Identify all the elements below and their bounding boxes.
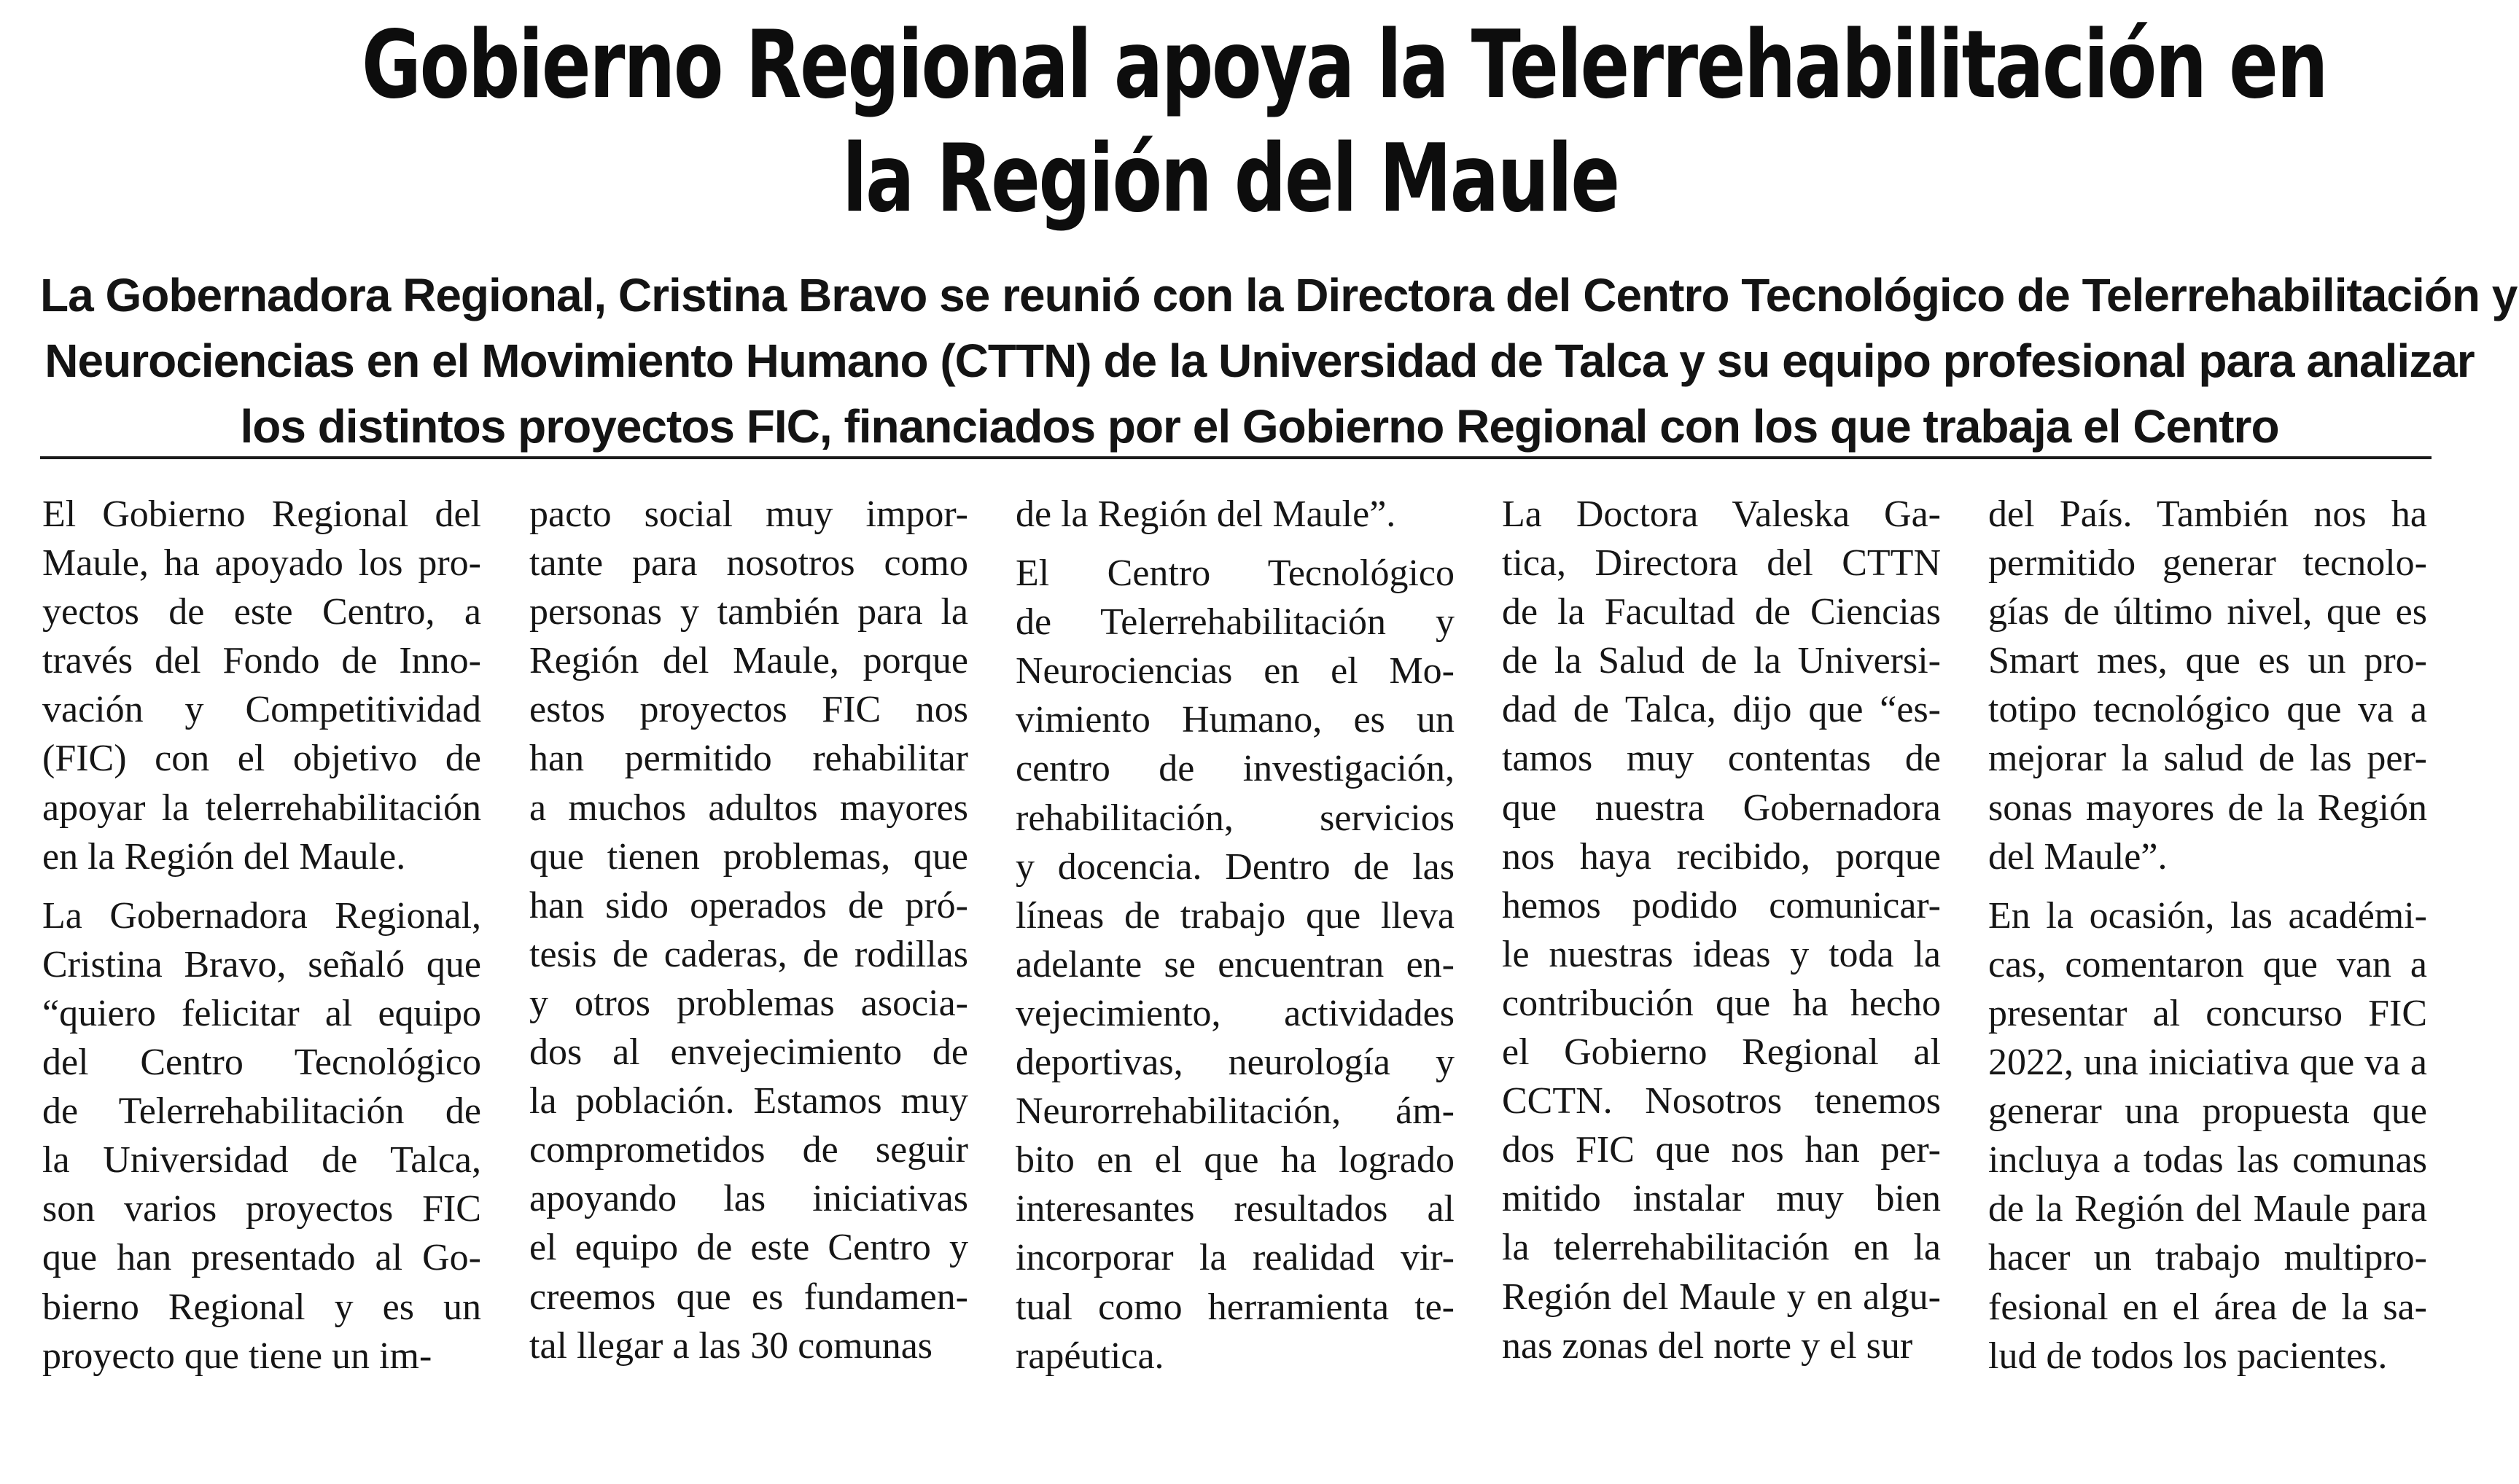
- text-line: La Gobernadora Regional,: [42, 894, 481, 937]
- text-line: tal llegar a las 30 comunas: [529, 1324, 933, 1367]
- headline-line: la Región del Maule: [842, 125, 1619, 233]
- text-line: dos al envejecimiento de: [529, 1031, 968, 1074]
- text-line: estos proyectos FIC nos: [529, 689, 968, 731]
- text-line: interesantes resultados al: [1016, 1188, 1455, 1230]
- text-line: (FIC) con el objetivo de: [42, 738, 481, 780]
- text-line: adelante se encuentran en-: [1016, 943, 1455, 985]
- text-line: tamos muy contentas de: [1502, 738, 1941, 780]
- headline-line: Gobierno Regional apoya la Telerrehabilitación en: [362, 11, 2327, 120]
- subheadline-line: La Gobernadora Regional, Cristina Bravo se reunió con la Directora del Centro Tecnológico de Telerrehabilitación y: [40, 269, 2518, 321]
- subheadline: [40, 262, 2518, 459]
- paragraph: [42, 891, 481, 1380]
- text-line: Región del Maule, porque: [529, 640, 968, 682]
- text-line: nos haya recibido, porque: [1502, 835, 1941, 878]
- text-line: dos FIC que nos han per-: [1502, 1129, 1941, 1171]
- text-line: hacer un trabajo multipro-: [1988, 1237, 2427, 1279]
- text-line: sonas mayores de la Región: [1988, 786, 2427, 829]
- text-line: lud de todos los pacientes.: [1988, 1335, 2388, 1377]
- text-line: apoyar la telerrehabilitación: [42, 786, 481, 829]
- text-line: cas, comentaron que van a: [1988, 943, 2427, 985]
- text-line: apoyando las iniciativas: [529, 1178, 968, 1220]
- paragraph: [529, 490, 968, 1370]
- paragraph: [42, 490, 481, 881]
- text-line: La Doctora Valeska Ga-: [1502, 493, 1941, 535]
- text-line: incorporar la realidad vir-: [1016, 1237, 1455, 1279]
- paragraph: [1988, 891, 2427, 1380]
- text-line: tica, Directora del CTTN: [1502, 542, 1941, 585]
- paragraph: [1988, 490, 2427, 881]
- text-line: gías de último nivel, que es: [1988, 591, 2427, 633]
- text-line: mitido instalar muy bien: [1502, 1178, 1941, 1220]
- text-line: “quiero felicitar al equipo: [42, 992, 481, 1034]
- text-line: centro de investigación,: [1016, 748, 1455, 790]
- text-line: Maule, ha apoyado los pro-: [42, 542, 481, 585]
- paragraph-gap: [1016, 539, 1455, 549]
- text-column-3: [1016, 490, 1455, 1380]
- text-line: que tienen problemas, que: [529, 835, 968, 878]
- text-line: creemos que es fundamen-: [529, 1276, 968, 1318]
- text-line: generar una propuesta que: [1988, 1090, 2427, 1133]
- text-line: vejecimiento, actividades: [1016, 992, 1455, 1034]
- text-line: rehabilitación, servicios: [1016, 797, 1455, 839]
- text-line: son varios proyectos FIC: [42, 1188, 481, 1230]
- text-line: en la Región del Maule.: [42, 835, 406, 878]
- text-line: de la Facultad de Ciencias: [1502, 591, 1941, 633]
- text-line: líneas de trabajo que lleva: [1016, 894, 1455, 937]
- text-line: tesis de caderas, de rodillas: [529, 933, 968, 975]
- article-body: [42, 490, 2441, 1437]
- text-column-1: [42, 490, 481, 1380]
- text-line: y docencia. Dentro de las: [1016, 846, 1455, 888]
- text-line: de la Región del Maule para: [1988, 1188, 2427, 1230]
- text-line: totipo tecnológico que va a: [1988, 689, 2427, 731]
- text-line: incluya a todas las comunas: [1988, 1139, 2427, 1182]
- paragraph-gap: [1988, 881, 2427, 891]
- text-line: rapéutica.: [1016, 1335, 1164, 1377]
- text-line: Neurorrehabilitación, ám-: [1016, 1090, 1455, 1133]
- text-line: dad de Talca, dijo que “es-: [1502, 689, 1941, 731]
- text-line: El Gobierno Regional del: [42, 493, 481, 535]
- text-line: de Telerrehabilitación de: [42, 1090, 481, 1133]
- text-line: CCTN. Nosotros tenemos: [1502, 1080, 1941, 1122]
- text-column-2: [529, 490, 968, 1370]
- text-line: pacto social muy impor-: [529, 493, 968, 535]
- text-line: del Maule”.: [1988, 835, 2168, 878]
- paragraph: [1016, 549, 1455, 1380]
- text-line: En la ocasión, las académi-: [1988, 894, 2427, 937]
- text-line: la población. Estamos muy: [529, 1080, 968, 1122]
- text-column-5: [1988, 490, 2427, 1380]
- text-line: yectos de este Centro, a: [42, 591, 481, 633]
- text-line: vimiento Humano, es un: [1016, 699, 1455, 741]
- text-line: de la Región del Maule”.: [1016, 493, 1396, 535]
- text-line: fesional en el área de la sa-: [1988, 1286, 2427, 1328]
- text-line: mejorar la salud de las per-: [1988, 738, 2427, 780]
- text-line: que han presentado al Go-: [42, 1237, 481, 1279]
- text-line: permitido generar tecnolo-: [1988, 542, 2427, 585]
- paragraph: [1016, 490, 1455, 539]
- text-line: personas y también para la: [529, 591, 968, 633]
- text-line: presentar al concurso FIC: [1988, 992, 2427, 1034]
- text-line: le nuestras ideas y toda la: [1502, 933, 1941, 975]
- text-line: través del Fondo de Inno-: [42, 640, 481, 682]
- text-line: vación y Competitividad: [42, 689, 481, 731]
- text-line: Región del Maule y en algu-: [1502, 1276, 1941, 1318]
- text-line: han permitido rehabilitar: [529, 738, 968, 780]
- text-line: proyecto que tiene un im-: [42, 1335, 432, 1377]
- paragraph: [1502, 490, 1941, 1370]
- text-line: y otros problemas asocia-: [529, 982, 968, 1024]
- subheadline-line: Neurociencias en el Movimiento Humano (CTTN) de la Universidad de Talca y su equipo profesional para analizar: [44, 335, 2475, 387]
- text-line: a muchos adultos mayores: [529, 786, 968, 829]
- text-line: Smart mes, que es un pro-: [1988, 640, 2427, 682]
- text-line: del Centro Tecnológico: [42, 1042, 481, 1084]
- text-line: tual como herramienta te-: [1016, 1286, 1455, 1328]
- text-line: nas zonas del norte y el sur: [1502, 1324, 1913, 1367]
- text-line: han sido operados de pró-: [529, 884, 968, 926]
- text-line: el Gobierno Regional al: [1502, 1031, 1941, 1074]
- text-line: del País. También nos ha: [1988, 493, 2427, 535]
- text-line: hemos podido comunicar-: [1502, 884, 1941, 926]
- text-line: de la Salud de la Universi-: [1502, 640, 1941, 682]
- text-line: 2022, una iniciativa que va a: [1988, 1042, 2427, 1084]
- text-line: bierno Regional y es un: [42, 1286, 481, 1328]
- text-line: la Universidad de Talca,: [42, 1139, 481, 1182]
- text-line: El Centro Tecnológico: [1016, 552, 1455, 595]
- paragraph-gap: [42, 881, 481, 891]
- text-line: contribución que ha hecho: [1502, 982, 1941, 1024]
- text-line: que nuestra Gobernadora: [1502, 786, 1941, 829]
- text-line: comprometidos de seguir: [529, 1129, 968, 1171]
- text-line: tante para nosotros como: [529, 542, 968, 585]
- text-line: el equipo de este Centro y: [529, 1227, 968, 1269]
- text-line: bito en el que ha logrado: [1016, 1139, 1455, 1182]
- header-divider: [40, 456, 2432, 459]
- headline: [362, 9, 2327, 236]
- text-line: Neurociencias en el Mo-: [1016, 650, 1455, 692]
- text-column-4: [1502, 490, 1941, 1370]
- text-line: de Telerrehabilitación y: [1016, 601, 1455, 644]
- text-line: deportivas, neurología y: [1016, 1042, 1455, 1084]
- text-line: Cristina Bravo, señaló que: [42, 943, 481, 985]
- text-line: la telerrehabilitación en la: [1502, 1227, 1941, 1269]
- subheadline-line: los distintos proyectos FIC, financiados por el Gobierno Regional con los que trabaja el Centro: [240, 400, 2279, 453]
